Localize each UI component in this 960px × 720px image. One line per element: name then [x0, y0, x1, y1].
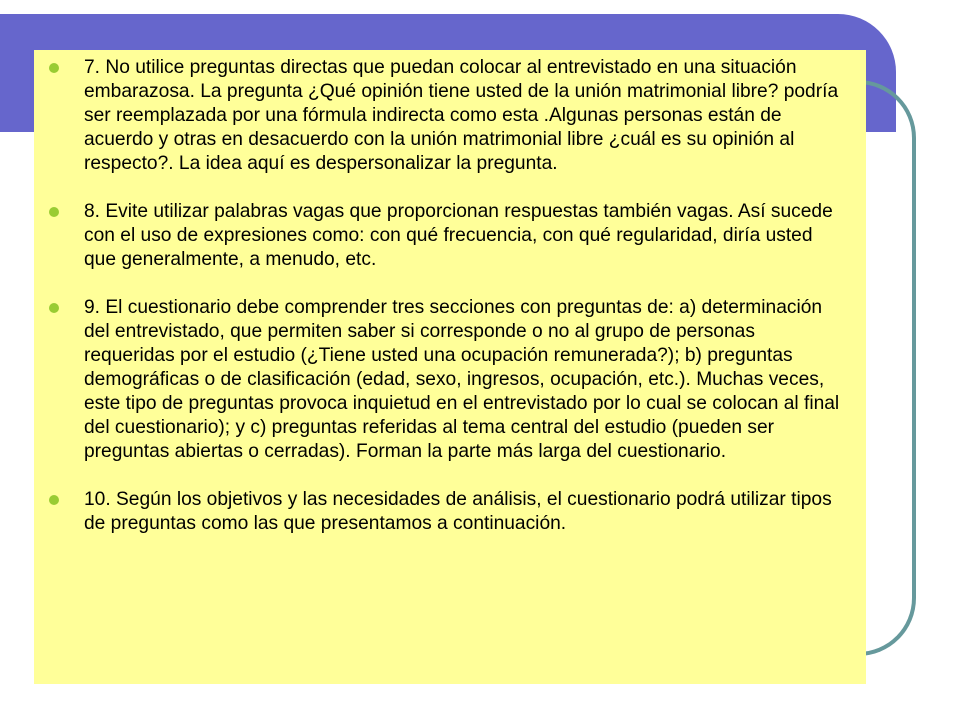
bullet-list	[34, 56, 866, 560]
bullet-text: 10. Según los objetivos y las necesidades de análisis, el cuestionario podrá utilizar tipos de preguntas como las que presentamos a continuación.	[84, 489, 832, 534]
bullet-dot-icon	[49, 495, 59, 505]
bullet-dot-icon	[49, 207, 59, 217]
bullet-item-10	[34, 488, 866, 536]
bullet-text: 7. No utilice preguntas directas que puedan colocar al entrevistado en una situación embarazosa. La pregunta ¿Qué opinión tiene usted de la unión matrimonial libre? podría ser reemplazada por una fórmula indirecta como esta .Algunas personas están de acuerdo y otras en desacuerdo con la unión matrimonial libre ¿cuál es su opinión al respecto?. La idea aquí es despersonalizar la pregunta.	[84, 57, 839, 174]
bullet-dot-icon	[49, 63, 59, 73]
content-panel	[34, 50, 866, 684]
header-accent-line	[0, 126, 34, 130]
bullet-text: 8. Evite utilizar palabras vagas que proporcionan respuestas también vagas. Así sucede con el uso de expresiones como: con qué frecuencia, con qué regularidad, diría usted que generalmente, a menudo, etc.	[84, 201, 833, 270]
bullet-item-7	[34, 56, 866, 176]
bullet-text: 9. El cuestionario debe comprender tres secciones con preguntas de: a) determinación del entrevistado, que permiten saber si corresponde o no al grupo de personas requeridas por el estudio (¿Tiene usted una ocupación remunerada?); b) preguntas demográficas o de clasificación (edad, sexo, ingresos, ocupación, etc.). Muchas veces, este tipo de preguntas provoca inquietud en el entrevistado por lo cual se colocan al final del cuestionario); y c) preguntas referidas al tema central del estudio (pueden ser preguntas abiertas o cerradas). Forman la parte más larga del cuestionario.	[84, 297, 840, 462]
bullet-dot-icon	[49, 303, 59, 313]
bullet-item-9	[34, 296, 866, 464]
bullet-item-8	[34, 200, 866, 272]
